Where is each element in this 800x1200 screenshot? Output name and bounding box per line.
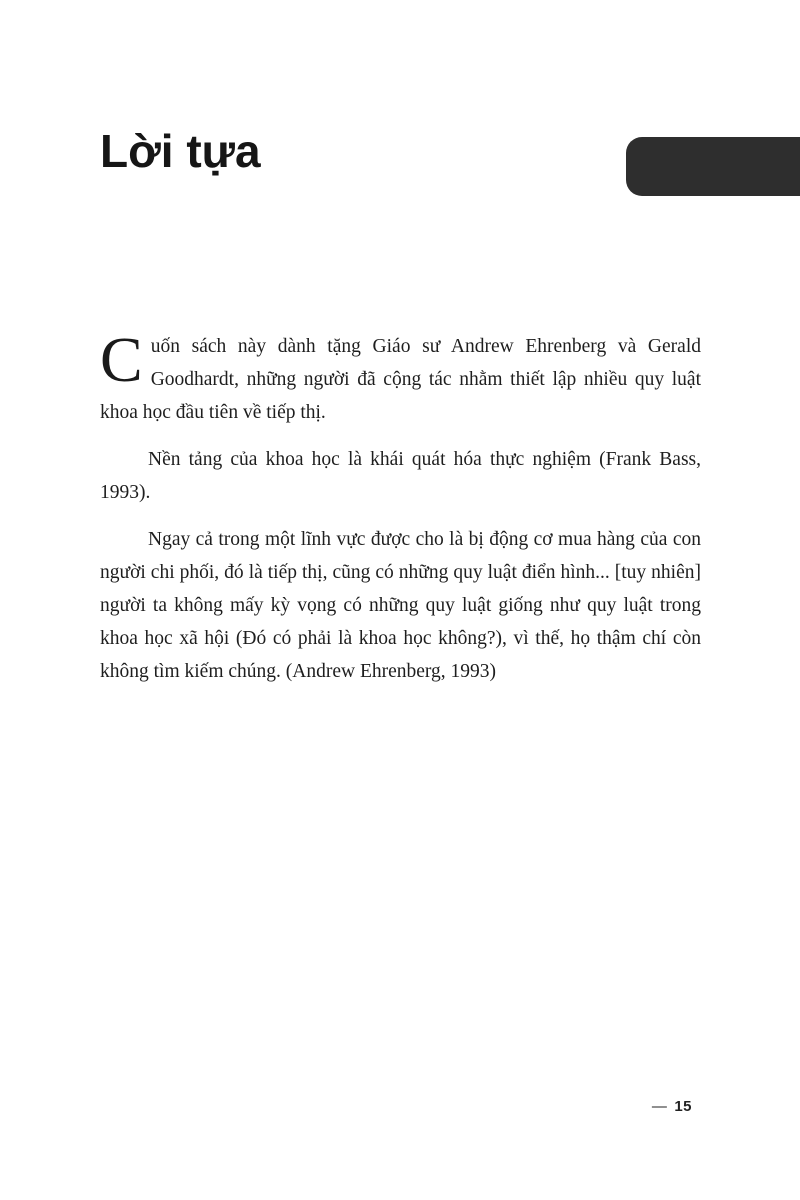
paragraph-quote-ehrenberg: Ngay cả trong một lĩnh vực được cho là bị động cơ mua hàng của con người chi phối, đó là tiếp thị, cũng có những quy luật điển hình... [tuy nhiên] người ta không mấy kỳ vọng có những quy luật giống như quy luật trong khoa học xã hội (Đó có phải là khoa học không?), vì thế, họ thậm chí còn không tìm kiếm chúng. (Andrew Ehrenberg, 1993) <box>100 529 701 682</box>
page-number-value: 15 <box>674 1098 692 1115</box>
page-title: Lời tựa <box>100 125 261 177</box>
paragraph-quote-bass: Nền tảng của khoa học là khái quát hóa thực nghiệm (Frank Bass, 1993). <box>100 449 701 503</box>
paragraph-dedication <box>100 324 701 429</box>
paragraph-dedication-text: uốn sách này dành tặng Giáo sư Andrew Ehrenberg và Gerald Goodhardt, những người đã cộng tác nhằm thiết lập nhiều quy luật khoa học đầu tiên về tiếp thị. <box>100 336 701 423</box>
page-number <box>652 1098 692 1115</box>
body-text <box>100 324 701 702</box>
corner-tab-decoration <box>626 137 800 196</box>
dropcap-letter: C <box>100 324 143 395</box>
page-number-dash: — <box>651 1098 668 1115</box>
